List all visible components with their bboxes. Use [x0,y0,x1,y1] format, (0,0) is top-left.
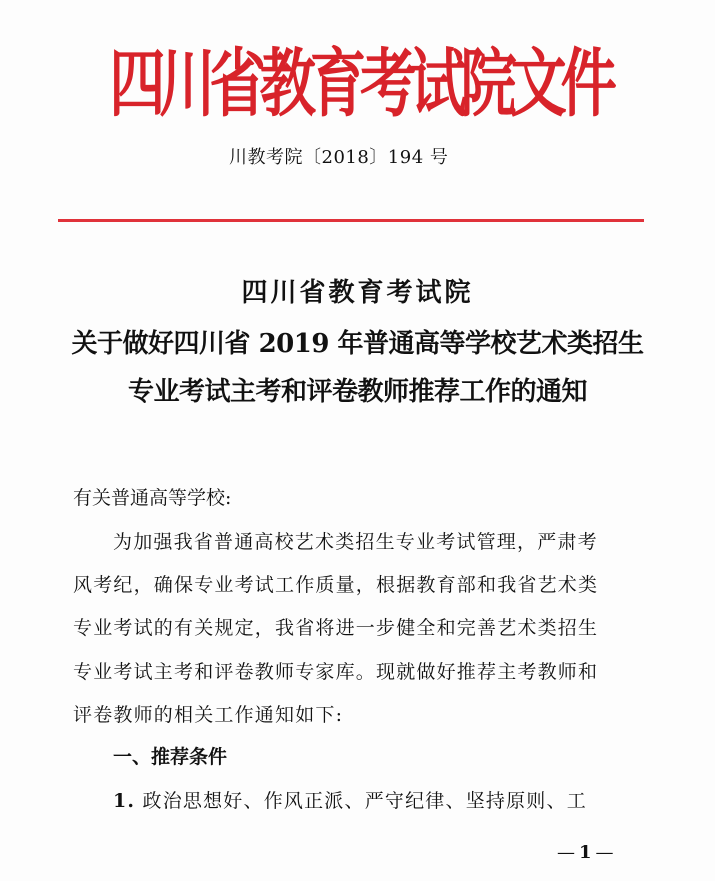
title-issuer: 四川省教育考试院 [241,278,474,308]
list-item-1-number: 1. [113,790,136,812]
title-line-2: 专业考试主考和评卷教师推荐工作的通知 [127,377,587,407]
page-number [557,842,614,863]
body-line-5: 评卷教师的相关工作通知如下: [73,704,344,726]
page-number-dash-left: — [557,842,575,863]
body-line-1: 为加强我省普通高校艺术类招生专业考试管理，严肃考 [113,531,598,553]
salutation: 有关普通高等学校: [73,487,232,509]
body-line-2: 风考纪，确保专业考试工作质量，根据教育部和我省艺术类 [73,574,599,596]
page-number-value: 1 [579,842,592,863]
title-line-1: 关于做好四川省 2019 年普通高等学校艺术类招生 [71,329,644,359]
section-heading-1: 一、推荐条件 [113,746,228,768]
body-line-4: 专业考试主考和评卷教师专家库。现就做好推荐主考教师和 [73,661,599,683]
list-item-1-text: 政治思想好、作风正派、严守纪律、坚持原则、工 [142,790,587,812]
list-item-1 [113,786,587,813]
document-number: 川教考院〔2018〕194 号 [229,147,449,168]
body-line-3: 专业考试的有关规定，我省将进一步健全和完善艺术类招生 [73,617,599,639]
page-number-dash-right: — [595,842,614,863]
red-divider-line [58,219,644,222]
masthead-title: 四川省教育考试院文件 [109,41,611,127]
